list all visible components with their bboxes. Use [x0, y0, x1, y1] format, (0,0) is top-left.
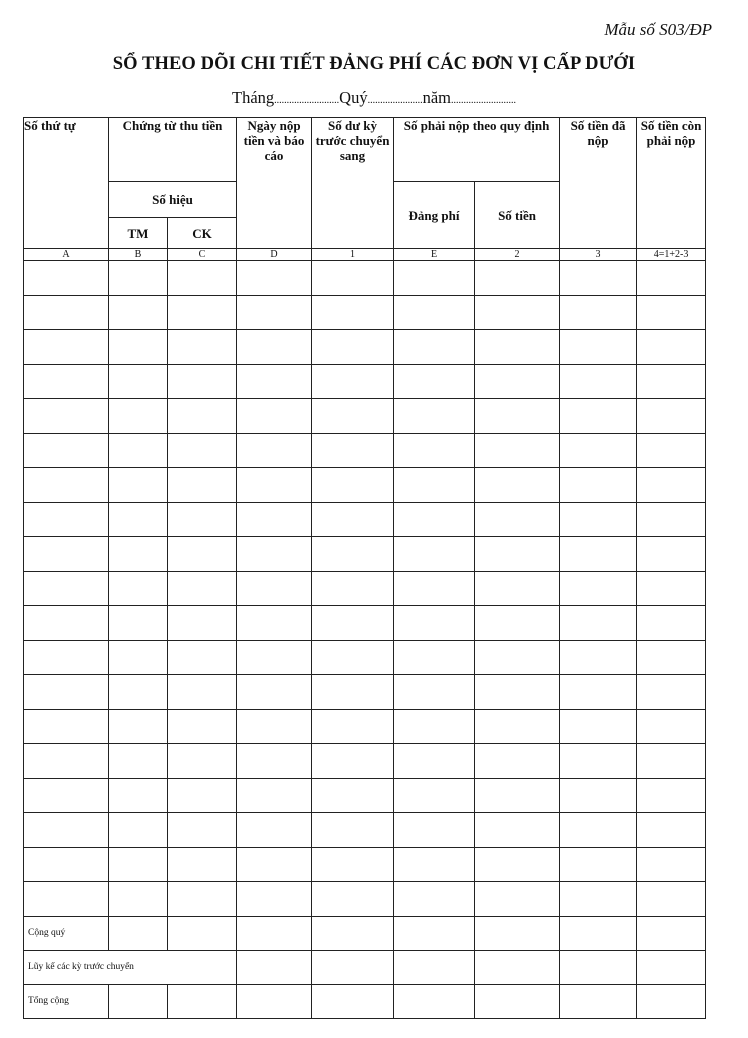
header-phai-nop: Số phải nộp theo quy định — [394, 118, 560, 182]
table-cell — [168, 882, 237, 917]
table-cell — [475, 399, 560, 434]
table-cell — [312, 847, 394, 882]
table-cell — [560, 364, 637, 399]
table-cell — [237, 261, 312, 296]
table-cell — [109, 675, 168, 710]
table-cell — [109, 571, 168, 606]
table-cell — [637, 606, 706, 641]
table-row — [24, 330, 706, 365]
month-label: Tháng — [232, 88, 275, 107]
table-cell — [475, 364, 560, 399]
table-cell — [312, 709, 394, 744]
header-dang-phi: Đảng phí — [394, 182, 475, 249]
column-code: C — [168, 249, 237, 261]
table-cell — [560, 950, 637, 984]
table-cell — [109, 502, 168, 537]
table-cell — [637, 847, 706, 882]
table-cell — [109, 813, 168, 848]
table-row — [24, 709, 706, 744]
table-cell — [168, 330, 237, 365]
table-cell — [109, 330, 168, 365]
table-cell — [237, 916, 312, 950]
table-cell — [394, 502, 475, 537]
table-cell — [24, 882, 109, 917]
table-cell — [237, 537, 312, 572]
table-cell — [560, 571, 637, 606]
table-cell — [168, 295, 237, 330]
table-cell — [475, 502, 560, 537]
table-row — [24, 882, 706, 917]
table-row — [24, 675, 706, 710]
table-cell — [394, 399, 475, 434]
table-cell — [475, 571, 560, 606]
table-cell — [637, 709, 706, 744]
table-cell — [237, 813, 312, 848]
table-row — [24, 399, 706, 434]
table-cell — [168, 537, 237, 572]
table-row — [24, 261, 706, 296]
table-cell — [109, 537, 168, 572]
table-cell — [109, 882, 168, 917]
table-cell — [168, 709, 237, 744]
table-cell — [475, 675, 560, 710]
table-cell — [24, 295, 109, 330]
table-cell — [312, 364, 394, 399]
table-cell — [394, 709, 475, 744]
table-cell — [394, 744, 475, 779]
table-cell — [24, 744, 109, 779]
table-cell — [475, 882, 560, 917]
table-cell — [637, 950, 706, 984]
table-cell — [109, 778, 168, 813]
table-cell — [109, 916, 168, 950]
table-cell — [637, 295, 706, 330]
form-code: Mẫu số S03/ĐP — [604, 20, 712, 39]
table-cell — [168, 468, 237, 503]
table-cell — [475, 744, 560, 779]
column-code: B — [109, 249, 168, 261]
table-cell — [475, 468, 560, 503]
table-cell — [312, 433, 394, 468]
table-cell — [637, 537, 706, 572]
table-cell — [168, 744, 237, 779]
table-cell — [237, 433, 312, 468]
quarter-blank: ...................... — [367, 95, 423, 106]
table-cell — [312, 537, 394, 572]
table-cell — [312, 330, 394, 365]
table-cell — [560, 606, 637, 641]
table-cell — [560, 709, 637, 744]
table-cell — [24, 640, 109, 675]
column-code: E — [394, 249, 475, 261]
page-title: SỔ THEO DÕI CHI TIẾT ĐẢNG PHÍ CÁC ĐƠN VỊ CẤP DƯỚI — [112, 54, 636, 74]
table-row — [24, 433, 706, 468]
table-cell — [168, 261, 237, 296]
table-row — [24, 571, 706, 606]
header-chung-tu: Chứng từ thu tiền — [109, 118, 237, 182]
table-cell — [237, 295, 312, 330]
table-cell — [475, 330, 560, 365]
table-cell — [475, 950, 560, 984]
table-cell — [24, 261, 109, 296]
table-row — [24, 744, 706, 779]
table-cell — [560, 813, 637, 848]
table-cell — [312, 606, 394, 641]
table-cell — [560, 537, 637, 572]
table-cell — [560, 502, 637, 537]
table-cell — [560, 468, 637, 503]
table-cell — [637, 468, 706, 503]
month-blank: .......................... — [274, 95, 340, 106]
table-cell — [560, 261, 637, 296]
table-cell — [560, 330, 637, 365]
table-cell — [237, 675, 312, 710]
table-cell — [237, 330, 312, 365]
table-cell — [475, 640, 560, 675]
table-cell — [475, 537, 560, 572]
table-cell — [168, 916, 237, 950]
table-cell — [312, 916, 394, 950]
table-cell — [237, 502, 312, 537]
table-row — [24, 778, 706, 813]
table-cell — [24, 468, 109, 503]
footer-row-luy-ke — [24, 950, 706, 984]
ledger-body — [24, 261, 706, 917]
table-cell — [637, 813, 706, 848]
table-cell — [637, 330, 706, 365]
table-cell — [637, 744, 706, 779]
table-row — [24, 364, 706, 399]
header-so-hieu: Số hiệu — [109, 182, 237, 218]
table-cell — [237, 571, 312, 606]
table-cell — [560, 295, 637, 330]
table-cell — [560, 916, 637, 950]
table-cell — [394, 433, 475, 468]
table-cell — [237, 709, 312, 744]
table-cell — [475, 778, 560, 813]
table-cell — [24, 778, 109, 813]
table-cell — [312, 640, 394, 675]
column-code: 4=1+2-3 — [637, 249, 706, 261]
table-cell — [560, 675, 637, 710]
table-cell — [168, 675, 237, 710]
table-row — [24, 813, 706, 848]
table-cell — [237, 606, 312, 641]
table-cell — [237, 778, 312, 813]
table-cell — [475, 433, 560, 468]
table-cell — [109, 606, 168, 641]
table-cell — [560, 744, 637, 779]
table-cell — [637, 916, 706, 950]
table-cell — [237, 399, 312, 434]
table-cell — [394, 813, 475, 848]
table-cell — [394, 984, 475, 1018]
table-cell — [475, 813, 560, 848]
table-cell — [394, 847, 475, 882]
table-cell — [637, 675, 706, 710]
table-cell — [394, 330, 475, 365]
table-cell — [109, 847, 168, 882]
table-cell — [237, 882, 312, 917]
table-cell — [637, 364, 706, 399]
table-cell — [312, 675, 394, 710]
table-cell — [637, 640, 706, 675]
table-cell — [109, 984, 168, 1018]
table-cell — [475, 606, 560, 641]
table-cell — [24, 675, 109, 710]
footer-row-tong-cong — [24, 984, 706, 1018]
header-so-tien: Số tiền — [475, 182, 560, 249]
table-cell — [394, 882, 475, 917]
table-cell — [637, 571, 706, 606]
table-cell — [312, 813, 394, 848]
table-cell — [637, 778, 706, 813]
table-cell — [637, 261, 706, 296]
table-cell — [475, 847, 560, 882]
header-ngay-nop: Ngày nộp tiền và báo cáo — [237, 118, 312, 249]
table-cell — [109, 709, 168, 744]
table-cell — [560, 433, 637, 468]
table-cell — [24, 364, 109, 399]
table-cell — [312, 744, 394, 779]
header-con-phai-nop: Số tiền còn phải nộp — [637, 118, 706, 249]
table-cell — [637, 984, 706, 1018]
column-code: 3 — [560, 249, 637, 261]
table-cell — [394, 778, 475, 813]
table-cell — [109, 640, 168, 675]
table-cell — [394, 261, 475, 296]
table-cell — [109, 364, 168, 399]
table-cell — [394, 364, 475, 399]
table-cell — [24, 813, 109, 848]
table-cell — [109, 433, 168, 468]
table-cell — [312, 399, 394, 434]
table-cell — [237, 640, 312, 675]
table-cell — [312, 261, 394, 296]
table-cell — [560, 399, 637, 434]
table-cell — [475, 709, 560, 744]
table-cell — [237, 847, 312, 882]
footer-label: Lũy kế các kỳ trước chuyển — [24, 950, 237, 984]
table-row — [24, 640, 706, 675]
footer-label: Cộng quý — [24, 916, 109, 950]
table-cell — [394, 640, 475, 675]
header-ck: CK — [168, 218, 237, 249]
table-cell — [394, 537, 475, 572]
table-cell — [168, 606, 237, 641]
table-cell — [475, 984, 560, 1018]
table-cell — [394, 916, 475, 950]
table-cell — [24, 571, 109, 606]
table-cell — [24, 399, 109, 434]
header-stt: Số thứ tự — [24, 118, 109, 249]
table-cell — [394, 295, 475, 330]
table-row — [24, 606, 706, 641]
table-cell — [24, 537, 109, 572]
table-cell — [168, 778, 237, 813]
table-cell — [637, 433, 706, 468]
table-cell — [168, 984, 237, 1018]
table-cell — [168, 399, 237, 434]
table-cell — [312, 984, 394, 1018]
table-cell — [560, 847, 637, 882]
column-code: A — [24, 249, 109, 261]
ledger-table — [23, 117, 706, 1019]
year-label: năm — [422, 88, 451, 107]
table-cell — [168, 640, 237, 675]
table-cell — [237, 364, 312, 399]
table-cell — [475, 295, 560, 330]
table-cell — [560, 778, 637, 813]
table-row — [24, 537, 706, 572]
table-cell — [475, 261, 560, 296]
table-cell — [237, 950, 312, 984]
table-cell — [394, 468, 475, 503]
header-tm: TM — [109, 218, 168, 249]
table-row — [24, 468, 706, 503]
table-cell — [168, 502, 237, 537]
table-cell — [312, 882, 394, 917]
table-cell — [168, 571, 237, 606]
table-cell — [237, 984, 312, 1018]
table-cell — [237, 468, 312, 503]
table-cell — [24, 502, 109, 537]
table-row — [24, 502, 706, 537]
table-cell — [168, 433, 237, 468]
table-cell — [24, 433, 109, 468]
table-cell — [637, 502, 706, 537]
table-cell — [637, 399, 706, 434]
table-cell — [394, 571, 475, 606]
table-cell — [312, 295, 394, 330]
table-cell — [475, 916, 560, 950]
table-cell — [109, 261, 168, 296]
period-line — [0, 88, 748, 108]
table-cell — [312, 778, 394, 813]
table-cell — [560, 984, 637, 1018]
year-blank: .......................... — [451, 95, 516, 106]
table-cell — [109, 399, 168, 434]
header-da-nop: Số tiền đã nộp — [560, 118, 637, 249]
column-code: 2 — [475, 249, 560, 261]
table-cell — [560, 640, 637, 675]
table-cell — [560, 882, 637, 917]
table-cell — [24, 709, 109, 744]
table-cell — [168, 364, 237, 399]
table-cell — [312, 571, 394, 606]
header-so-du: Số dư kỳ trước chuyển sang — [312, 118, 394, 249]
table-cell — [394, 606, 475, 641]
table-cell — [109, 468, 168, 503]
table-cell — [394, 675, 475, 710]
table-cell — [237, 744, 312, 779]
footer-label: Tổng cộng — [24, 984, 109, 1018]
footer-row-cong-quy — [24, 916, 706, 950]
table-cell — [168, 847, 237, 882]
table-cell — [394, 950, 475, 984]
table-cell — [24, 847, 109, 882]
column-code: D — [237, 249, 312, 261]
table-row — [24, 295, 706, 330]
table-cell — [109, 744, 168, 779]
quarter-label: Quý — [339, 88, 368, 107]
table-cell — [637, 882, 706, 917]
table-row — [24, 847, 706, 882]
table-cell — [109, 295, 168, 330]
table-cell — [24, 606, 109, 641]
table-cell — [24, 330, 109, 365]
column-code: 1 — [312, 249, 394, 261]
column-code-row — [24, 249, 706, 261]
table-cell — [312, 502, 394, 537]
table-cell — [168, 813, 237, 848]
table-cell — [312, 950, 394, 984]
table-cell — [312, 468, 394, 503]
